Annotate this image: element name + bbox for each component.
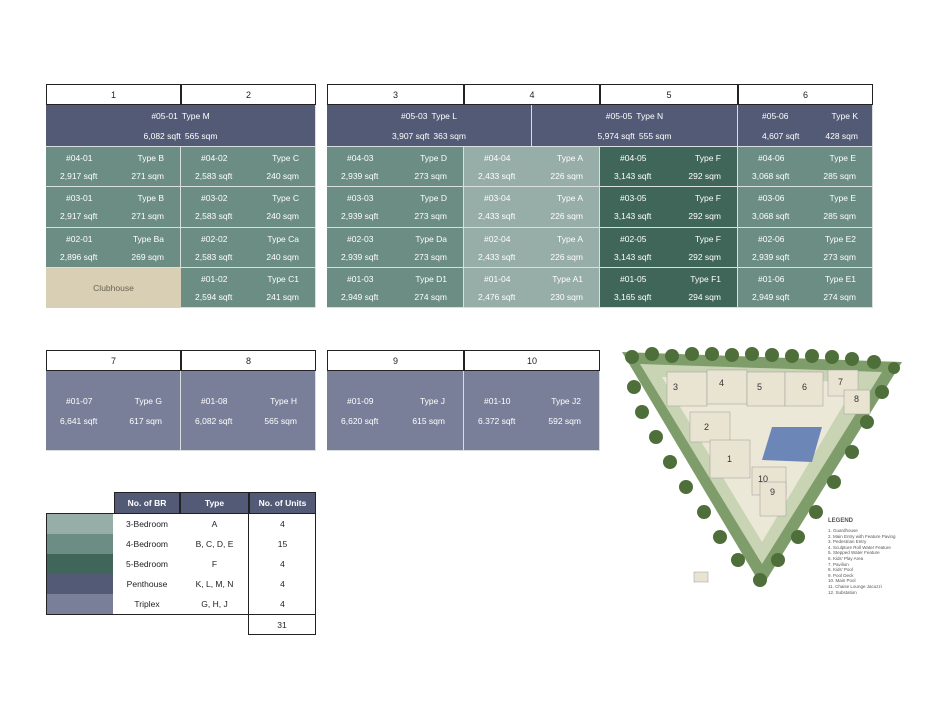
unit-sqft: 2,433 sqft xyxy=(478,211,516,221)
unit-cell xyxy=(327,268,464,308)
unit-number: #04-05 xyxy=(620,153,647,163)
unit-number: #01-07 xyxy=(66,396,93,406)
unit-area xyxy=(46,131,315,141)
unit-sqft: 2,583 sqft xyxy=(195,171,233,181)
unit-sqft: 2,433 sqft xyxy=(478,252,516,262)
penthouse-cell xyxy=(532,105,738,147)
unit-column-header-6: 6 xyxy=(738,84,873,105)
unit-number: #03-01 xyxy=(66,193,93,203)
triplex-cell xyxy=(181,371,316,451)
type-list: F xyxy=(211,559,218,569)
unit-sqft: 2,583 sqft xyxy=(195,211,233,221)
plan-label-8: 8 xyxy=(854,394,860,404)
unit-sqft: 3,068 sqft xyxy=(752,211,790,221)
summary-header-units: No. of Units xyxy=(249,492,316,514)
unit-column-header-5: 5 xyxy=(600,84,738,105)
type-list: K, L, M, N xyxy=(195,579,234,589)
unit-cell xyxy=(600,147,738,187)
unit-sqft: 2,896 sqft xyxy=(60,252,98,262)
unit-sqft: 2,594 sqft xyxy=(195,292,233,302)
unit-type: Type N xyxy=(636,111,664,121)
unit-sqft: 2,939 sqft xyxy=(341,171,379,181)
plan-label-5: 5 xyxy=(757,382,763,392)
unit-cell xyxy=(327,228,464,268)
unit-number: #05-06 xyxy=(762,111,789,121)
unit-sqft: 2,939 sqft xyxy=(341,211,379,221)
unit-type: Type F xyxy=(695,153,721,163)
unit-cell xyxy=(327,187,464,228)
unit-number: #04-02 xyxy=(201,153,228,163)
bedroom-label: Triplex xyxy=(134,599,160,609)
plan-label-2: 2 xyxy=(704,422,710,432)
unit-sqft: 3,068 sqft xyxy=(752,171,790,181)
building-2 xyxy=(690,412,730,442)
unit-number: #02-04 xyxy=(484,234,511,244)
legend-item: 4. Sculpture Roll Water Feature xyxy=(828,544,891,550)
unit-type: Type M xyxy=(181,111,210,121)
unit-sqm: 269 sqm xyxy=(131,252,164,262)
unit-sqm: 240 sqm xyxy=(266,252,299,262)
legend-title: LEGEND xyxy=(828,518,854,524)
unit-cell xyxy=(181,228,316,268)
unit-number: #02-06 xyxy=(758,234,785,244)
unit-number: #01-03 xyxy=(347,274,374,284)
unit-sqm: 617 sqm xyxy=(129,416,162,426)
unit-number: #02-05 xyxy=(620,234,647,244)
unit-number: #02-02 xyxy=(201,234,228,244)
unit-sqft: 6.372 sqft xyxy=(478,416,516,426)
unit-heading xyxy=(532,111,737,121)
unit-sqm: 241 sqm xyxy=(266,292,299,302)
plan-label-10: 10 xyxy=(758,474,769,484)
unit-type: Type E xyxy=(829,153,856,163)
type-list: G, H, J xyxy=(201,599,228,609)
color-swatch xyxy=(47,514,113,534)
color-swatch xyxy=(47,554,113,574)
site-plan xyxy=(612,332,917,612)
unit-column-header-2: 2 xyxy=(181,84,316,105)
total-units: 31 xyxy=(248,614,316,635)
unit-sqm: 273 sqm xyxy=(414,211,447,221)
unit-sqft: 2,476 sqft xyxy=(478,292,516,302)
unit-sqft: 3,907 sqft xyxy=(392,131,430,141)
unit-type: Type A xyxy=(557,193,583,203)
unit-cell xyxy=(600,268,738,308)
unit-cell xyxy=(738,147,873,187)
unit-cell xyxy=(464,228,600,268)
unit-number: #04-04 xyxy=(484,153,511,163)
unit-cell xyxy=(738,228,873,268)
unit-count: 15 xyxy=(277,539,288,549)
unit-number: #02-01 xyxy=(66,234,93,244)
penthouse-cell xyxy=(46,105,316,147)
unit-heading xyxy=(46,111,315,121)
unit-cell xyxy=(464,268,600,308)
plan-label-3: 3 xyxy=(673,382,679,392)
unit-type: Type E xyxy=(829,193,856,203)
legend-item: 6. Kids' Play Area xyxy=(828,556,864,561)
unit-sqft: 2,949 sqft xyxy=(752,292,790,302)
unit-type: Type D1 xyxy=(415,274,447,284)
unit-cell xyxy=(181,147,316,187)
clubhouse-cell: Clubhouse xyxy=(46,268,181,308)
unit-sqft: 5,974 sqft xyxy=(597,131,635,141)
legend-item: 3. Pedestrian Entry xyxy=(828,539,867,545)
unit-sqm: 615 sqm xyxy=(412,416,445,426)
unit-cell xyxy=(46,187,181,228)
unit-number: #04-03 xyxy=(347,153,374,163)
unit-type: Type D xyxy=(420,153,447,163)
unit-sqft: 3,143 sqft xyxy=(614,171,652,181)
triplex-cell xyxy=(464,371,600,451)
unit-number: #02-03 xyxy=(347,234,374,244)
unit-sqft: 6,082 sqft xyxy=(195,416,233,426)
unit-sqft: 3,143 sqft xyxy=(614,211,652,221)
building-5 xyxy=(747,372,785,406)
unit-type: Type C xyxy=(272,153,299,163)
unit-type: Type C xyxy=(272,193,299,203)
unit-number: #01-08 xyxy=(201,396,228,406)
legend-item: 9. Pool Deck xyxy=(828,572,854,578)
unit-number: #01-04 xyxy=(484,274,511,284)
type-list: B, C, D, E xyxy=(195,539,234,549)
unit-sqm: 592 sqm xyxy=(548,416,581,426)
unit-sqft: 6,641 sqft xyxy=(60,416,98,426)
unit-sqm: 274 sqm xyxy=(414,292,447,302)
unit-sqm: 271 sqm xyxy=(131,171,164,181)
unit-cell xyxy=(738,268,873,308)
color-swatch xyxy=(47,574,113,594)
unit-cell xyxy=(464,187,600,228)
unit-sqm: 226 sqm xyxy=(550,171,583,181)
unit-count: 4 xyxy=(280,559,285,569)
unit-type: Type A xyxy=(557,153,583,163)
unit-number: #01-09 xyxy=(347,396,374,406)
bedroom-label: 5-Bedroom xyxy=(125,559,169,569)
unit-sqm: 226 sqm xyxy=(550,211,583,221)
unit-sqft: 2,433 sqft xyxy=(478,171,516,181)
unit-count: 4 xyxy=(280,599,285,609)
color-swatch xyxy=(47,594,113,614)
unit-number: #03-03 xyxy=(347,193,374,203)
unit-type: Type A1 xyxy=(552,274,583,284)
unit-sqft: 6,620 sqft xyxy=(341,416,379,426)
guardhouse xyxy=(694,572,708,582)
unit-heading xyxy=(327,111,531,121)
unit-type: Type Da xyxy=(415,234,447,244)
unit-sqm: 273 sqm xyxy=(414,171,447,181)
unit-type: Type F xyxy=(695,193,721,203)
unit-number: #01-05 xyxy=(620,274,647,284)
legend-item: 8. Kids' Pool xyxy=(828,567,853,573)
unit-type: Type F1 xyxy=(690,274,721,284)
legend-item: 12. Substation xyxy=(828,589,857,595)
plan-label-6: 6 xyxy=(802,382,808,392)
color-swatch xyxy=(47,534,113,554)
unit-type: Type H xyxy=(270,396,297,406)
penthouse-cell xyxy=(738,105,873,147)
unit-sqm: 555 sqm xyxy=(638,131,672,141)
unit-number: #04-01 xyxy=(66,153,93,163)
unit-column-header-9: 9 xyxy=(327,350,464,371)
unit-number: #01-06 xyxy=(758,274,785,284)
unit-cell xyxy=(327,147,464,187)
unit-column-header-4: 4 xyxy=(464,84,600,105)
building-4 xyxy=(707,370,747,404)
unit-sqft: 2,583 sqft xyxy=(195,252,233,262)
unit-sqm: 565 sqm xyxy=(264,416,297,426)
unit-sqft: 4,607 sqft xyxy=(762,131,800,141)
plan-label-9: 9 xyxy=(770,487,776,497)
unit-sqft: 3,165 sqft xyxy=(614,292,652,302)
column-divider xyxy=(248,492,249,615)
unit-cell xyxy=(600,228,738,268)
unit-sqm: 428 sqm xyxy=(825,131,858,141)
unit-type: Type G xyxy=(134,396,162,406)
unit-number: #03-04 xyxy=(484,193,511,203)
unit-sqm: 285 sqm xyxy=(823,171,856,181)
summary-header-type: Type xyxy=(180,492,249,514)
unit-number: #03-05 xyxy=(620,193,647,203)
unit-sqm: 226 sqm xyxy=(550,252,583,262)
unit-sqm: 292 sqm xyxy=(688,211,721,221)
summary-header-br: No. of BR xyxy=(114,492,180,514)
plan-label-1: 1 xyxy=(727,454,733,464)
site-plan-drawing xyxy=(612,332,917,612)
unit-number: #01-10 xyxy=(484,396,511,406)
type-list: A xyxy=(211,519,218,529)
unit-sqft: 2,939 sqft xyxy=(341,252,379,262)
unit-type: Type B xyxy=(137,153,164,163)
unit-type: Type K xyxy=(831,111,858,121)
legend-item: 5. Stepped Water Feature xyxy=(828,550,880,556)
unit-sqft: 2,949 sqft xyxy=(341,292,379,302)
unit-sqm: 565 sqm xyxy=(184,131,218,141)
unit-sqm: 273 sqm xyxy=(823,252,856,262)
unit-sqm: 274 sqm xyxy=(823,292,856,302)
unit-area xyxy=(327,131,531,141)
unit-sqm: 271 sqm xyxy=(131,211,164,221)
unit-type: Type E1 xyxy=(824,274,856,284)
unit-type: Type E2 xyxy=(824,234,856,244)
unit-sqm: 292 sqm xyxy=(688,252,721,262)
unit-type: Type Ba xyxy=(132,234,164,244)
unit-type: Type C1 xyxy=(267,274,299,284)
penthouse-cell xyxy=(327,105,532,147)
bedroom-label: 4-Bedroom xyxy=(125,539,169,549)
unit-type: Type L xyxy=(431,111,457,121)
unit-sqft: 3,143 sqft xyxy=(614,252,652,262)
legend-item: 11. Chaise Lounge Jacuzzi xyxy=(828,584,882,589)
unit-cell xyxy=(600,187,738,228)
unit-column-header-7: 7 xyxy=(46,350,181,371)
triplex-cell xyxy=(327,371,464,451)
unit-type: Type A xyxy=(557,234,583,244)
unit-type: Type B xyxy=(137,193,164,203)
legend-item: 10. Main Pool xyxy=(828,578,856,584)
unit-number: #05-01 xyxy=(151,111,178,121)
plan-label-4: 4 xyxy=(719,378,725,388)
unit-sqft: 2,939 sqft xyxy=(752,252,790,262)
unit-cell xyxy=(181,268,316,308)
unit-number: #03-06 xyxy=(758,193,785,203)
unit-sqm: 273 sqm xyxy=(414,252,447,262)
unit-sqft: 6,082 sqft xyxy=(143,131,181,141)
unit-count: 4 xyxy=(280,579,285,589)
unit-sqm: 294 sqm xyxy=(688,292,721,302)
unit-column-header-1: 1 xyxy=(46,84,181,105)
unit-sqm: 230 sqm xyxy=(550,292,583,302)
unit-sqm: 363 sqm xyxy=(433,131,466,141)
unit-type: Type F xyxy=(695,234,721,244)
unit-count: 4 xyxy=(280,519,285,529)
legend-item: 2. Main Entry with Feature Paving xyxy=(828,533,896,539)
unit-area xyxy=(532,131,737,141)
main-pool xyxy=(762,427,822,462)
unit-sqft: 2,917 sqft xyxy=(60,211,98,221)
unit-column-header-10: 10 xyxy=(464,350,600,371)
unit-sqm: 292 sqm xyxy=(688,171,721,181)
unit-sqm: 240 sqm xyxy=(266,171,299,181)
unit-cell xyxy=(738,187,873,228)
unit-number: #03-02 xyxy=(201,193,228,203)
unit-sqm: 285 sqm xyxy=(823,211,856,221)
unit-cell xyxy=(181,187,316,228)
unit-sqft: 2,917 sqft xyxy=(60,171,98,181)
unit-cell xyxy=(464,147,600,187)
bedroom-label: 3-Bedroom xyxy=(125,519,169,529)
unit-type: Type J xyxy=(419,396,445,406)
unit-cell xyxy=(46,228,181,268)
triplex-cell xyxy=(46,371,181,451)
unit-column-header-8: 8 xyxy=(181,350,316,371)
unit-number: #05-05 xyxy=(605,111,633,121)
unit-type: Type J2 xyxy=(551,396,581,406)
bedroom-label: Penthouse xyxy=(126,579,168,589)
unit-sqm: 240 sqm xyxy=(266,211,299,221)
unit-type: Type Ca xyxy=(267,234,299,244)
unit-column-header-3: 3 xyxy=(327,84,464,105)
legend-item: 1. Guardhouse xyxy=(828,528,858,533)
unit-number: #05-03 xyxy=(401,111,428,121)
unit-number: #04-06 xyxy=(758,153,785,163)
unit-type: Type D xyxy=(420,193,447,203)
unit-number: #01-02 xyxy=(201,274,228,284)
plan-label-7: 7 xyxy=(838,377,844,387)
unit-cell xyxy=(46,147,181,187)
legend-item: 7. Pavilion xyxy=(828,561,849,567)
